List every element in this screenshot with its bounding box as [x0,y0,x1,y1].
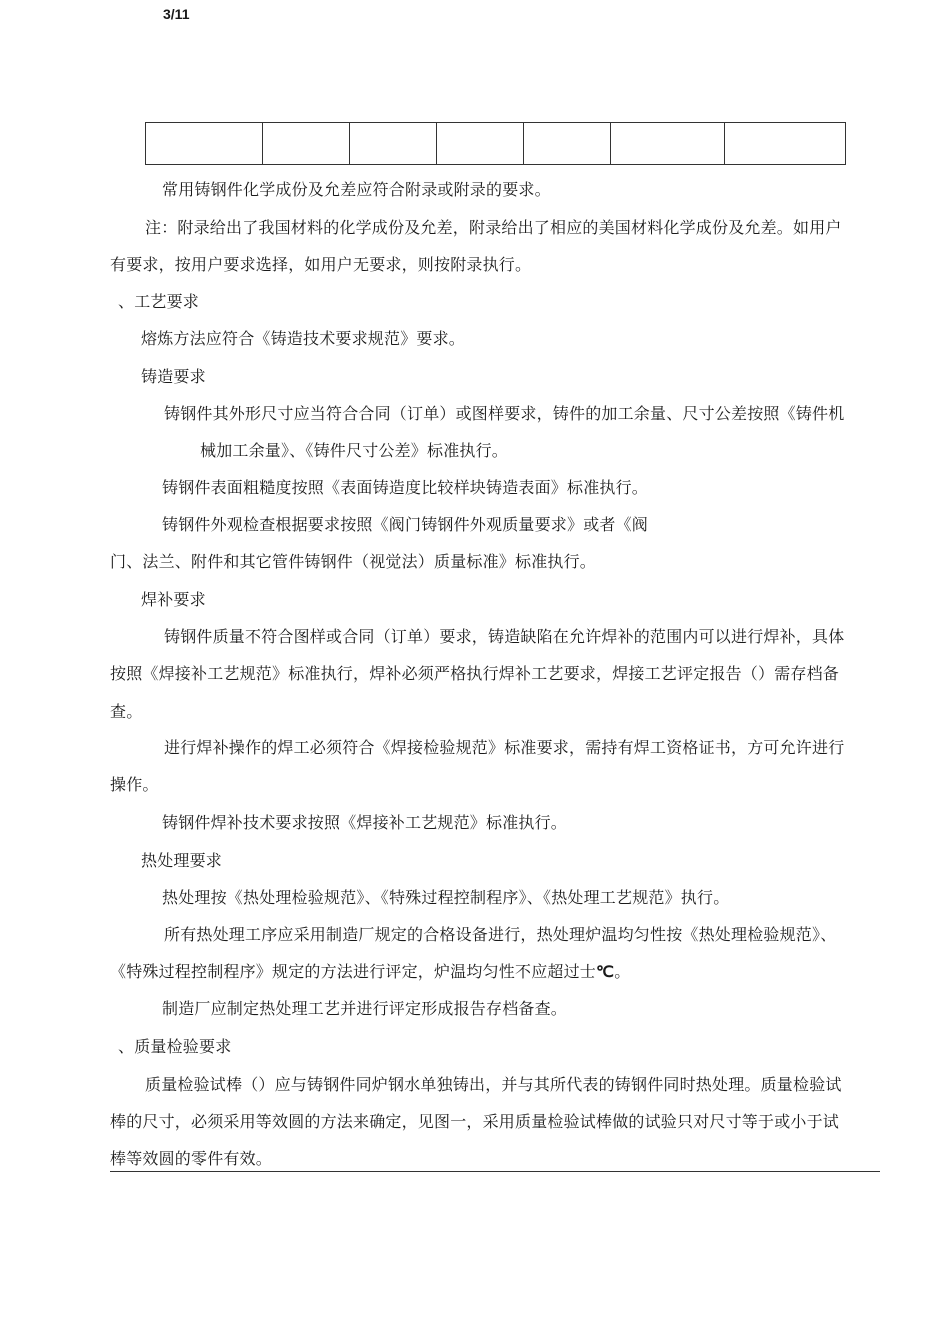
text-line: 查。 [110,702,143,721]
section-heading: 、质量检验要求 [118,1037,232,1056]
text-line: 按照《焊接补工艺规范》标准执行，焊补必须严格执行焊补工艺要求，焊接工艺评定报告（）需存档备 [110,664,840,683]
text-line: 注：附录给出了我国材料的化学成份及允差，附录给出了相应的美国材料化学成份及允差。如用户 [145,218,842,237]
text-line: 铸钢件外观检查根据要求按照《阀门铸钢件外观质量要求》或者《阀 [162,515,649,534]
text-line: 操作。 [110,775,159,794]
text-line: 械加工余量》、《铸件尺寸公差》标准执行。 [200,441,509,460]
text-line: 棒等效圆的零件有效。 [110,1149,273,1168]
table-cell [524,123,611,165]
text-line: 制造厂应制定热处理工艺并进行评定形成报告存档备查。 [162,999,568,1018]
text-line: 铸钢件质量不符合图样或合同（订单）要求，铸造缺陷在允许焊补的范围内可以进行焊补，具体 [164,627,845,646]
table-cell [437,123,524,165]
text-line: 铸钢件焊补技术要求按照《焊接补工艺规范》标准执行。 [162,813,568,832]
table-cell [146,123,263,165]
text-line: 常用铸钢件化学成份及允差应符合附录或附录的要求。 [162,180,551,199]
subsection-heading: 焊补要求 [141,590,206,609]
text-line: 铸钢件其外形尺寸应当符合合同（订单）或图样要求，铸件的加工余量、尺寸公差按照《铸件机 [164,404,845,423]
table-cell [611,123,725,165]
bottom-rule [110,1171,880,1172]
empty-table [145,122,846,165]
subsection-heading: 铸造要求 [141,367,206,386]
text-line: 热处理按《热处理检验规范》、《特殊过程控制程序》、《热处理工艺规范》执行。 [162,888,730,907]
text-line: 铸钢件表面粗糙度按照《表面铸造度比较样块铸造表面》标准执行。 [162,478,649,497]
text-line: 进行焊补操作的焊工必须符合《焊接检验规范》标准要求，需持有焊工资格证书，方可允许进行 [164,738,845,757]
degree-symbol: ℃ [596,964,615,981]
table-cell [725,123,846,165]
text-fragment: 《特殊过程控制程序》规定的方法进行评定，炉温均匀性不应超过士 [110,962,597,981]
table-row [146,123,846,165]
subsection-heading: 热处理要求 [141,851,223,870]
page-number: 3/11 [163,6,190,22]
section-heading: 、工艺要求 [118,292,200,311]
text-line: 门、法兰、附件和其它管件铸钢件（视觉法）质量标准》标准执行。 [110,552,597,571]
text-line: 所有热处理工序应采用制造厂规定的合格设备进行，热处理炉温均匀性按《热处理检验规范》、 [164,925,837,944]
text-fragment: 。 [614,962,631,981]
text-line: 熔炼方法应符合《铸造技术要求规范》要求。 [141,329,466,348]
text-line: 棒的尺寸，必须采用等效圆的方法来确定，见图一，采用质量检验试棒做的试验只对尺寸等于或小于试 [110,1112,840,1131]
table-cell [350,123,437,165]
text-line: 质量检验试棒（）应与铸钢件同炉钢水单独铸出，并与其所代表的铸钢件同时热处理。质量检验试 [145,1075,842,1094]
text-line [110,962,630,983]
text-line: 有要求，按用户要求选择，如用户无要求，则按附录执行。 [110,255,532,274]
table-cell [263,123,350,165]
